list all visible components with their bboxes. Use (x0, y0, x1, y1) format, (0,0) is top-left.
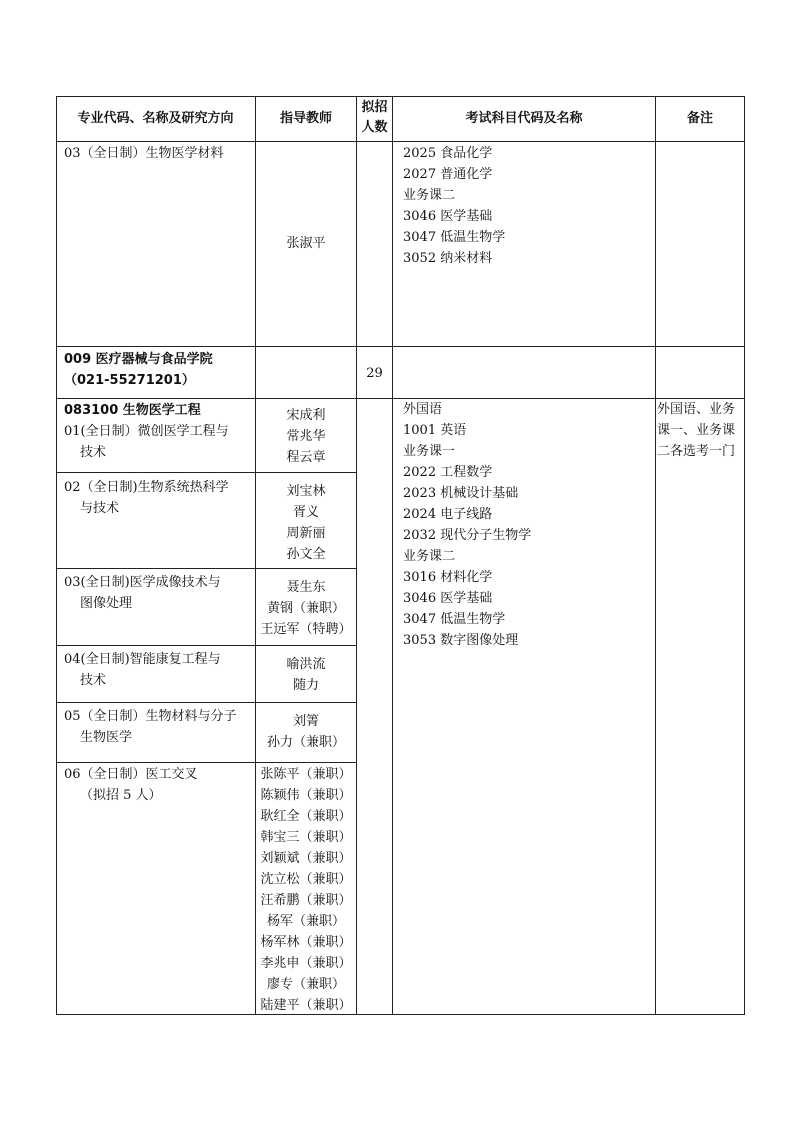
advisor-name: 周新丽 (286, 526, 326, 541)
program-exam-item: 3046 医学基础 (403, 591, 493, 606)
direction-01-advisors (256, 405, 356, 468)
row03-advisor: 张淑平 (286, 236, 326, 251)
header-major: 专业代码、名称及研究方向 (77, 111, 234, 126)
advisor-name: 杨军（兼职） (266, 914, 345, 929)
row03-exam-item: 2027 普通化学 (403, 167, 493, 182)
program-exam-item: 外国语 (403, 402, 443, 417)
school-phone: （021-55271201） (64, 373, 195, 388)
direction-01-line2: 技术 (80, 445, 107, 460)
advisor-name: 陈颖伟（兼职） (260, 788, 352, 803)
direction-03-line2: 图像处理 (80, 596, 133, 611)
advisor-name: 随力 (292, 678, 319, 693)
program-exam-item: 2023 机械设计基础 (403, 486, 519, 501)
advisor-name: 孙文全 (286, 547, 326, 562)
direction-02-advisors (256, 481, 356, 565)
program-exam-item: 业务课一 (403, 444, 456, 459)
header-quota-line2: 人数 (361, 120, 388, 135)
advisor-name: 韩宝三（兼职） (260, 830, 352, 845)
direction-02-line2: 与技术 (80, 501, 120, 516)
direction-05-line2: 生物医学 (80, 730, 133, 745)
program-code-name: 083100 生物医学工程 (64, 403, 201, 418)
note-line: 课一、业务课 (657, 423, 736, 438)
program-exam-item: 3047 低温生物学 (403, 612, 506, 627)
row03-exam-item: 3046 医学基础 (403, 209, 493, 224)
program-exam-item: 2032 现代分子生物学 (403, 528, 532, 543)
advisor-name: 常兆华 (286, 429, 326, 444)
school-name: 009 医疗器械与食品学院 (64, 352, 213, 367)
advisor-name: 胥义 (292, 505, 319, 520)
note-line: 二各选考一门 (657, 444, 736, 459)
program-exam-item: 3016 材料化学 (403, 570, 493, 585)
advisor-name: 廖专（兼职） (266, 977, 345, 992)
direction-04-line1: 04(全日制)智能康复工程与 (64, 652, 221, 667)
advisor-name: 黄钢（兼职） (266, 601, 345, 616)
program-exam-item: 3053 数字图像处理 (403, 633, 519, 648)
header-note: 备注 (686, 111, 713, 126)
row03-major: 03（全日制）生物医学材料 (64, 146, 224, 161)
program-note (657, 399, 735, 462)
direction-05-advisors (256, 711, 356, 753)
header-quota-line1: 拟招 (361, 100, 388, 115)
advisor-name: 李兆申（兼职） (260, 956, 352, 971)
advisor-name: 喻洪流 (286, 657, 326, 672)
row03-exam-item: 2025 食品化学 (403, 146, 493, 161)
advisor-name: 聂生东 (286, 580, 326, 595)
direction-03-advisors (256, 577, 356, 640)
program-exam-item: 业务课二 (403, 549, 456, 564)
row03-exam-item: 3047 低温生物学 (403, 230, 506, 245)
advisor-name: 孙力（兼职） (266, 735, 345, 750)
program-exam-item: 1001 英语 (403, 423, 467, 438)
advisor-name: 刘箐 (292, 714, 319, 729)
program-exam-item: 2022 工程数学 (403, 465, 493, 480)
advisor-name: 杨军林（兼职） (260, 935, 352, 950)
direction-06-advisors (256, 764, 356, 1016)
row03-exam-list (403, 143, 505, 269)
direction-06-line1: 06（全日制）医工交叉 (64, 767, 198, 782)
direction-02-line1: 02（全日制)生物系统热科学 (64, 480, 229, 495)
advisor-name: 陆建平（兼职） (260, 998, 352, 1013)
school-quota: 29 (366, 366, 383, 381)
row03-exam-item: 3052 纳米材料 (403, 251, 493, 266)
advisor-name: 汪希鹏（兼职） (260, 893, 352, 908)
direction-04-line2: 技术 (80, 673, 107, 688)
header-advisor: 指导教师 (279, 111, 332, 126)
direction-01-line1: 01(全日制）微创医学工程与 (64, 424, 229, 439)
program-exam-list (403, 399, 531, 651)
advisor-name: 程云章 (286, 450, 326, 465)
header-exam: 考试科目代码及名称 (465, 111, 583, 126)
advisor-name: 王远军（特聘） (260, 622, 352, 637)
advisor-name: 张陈平（兼职） (260, 767, 352, 782)
row03-exam-item: 业务课二 (403, 188, 456, 203)
advisor-name: 沈立松（兼职） (260, 872, 352, 887)
advisor-name: 刘宝林 (286, 484, 326, 499)
program-exam-item: 2024 电子线路 (403, 507, 493, 522)
direction-03-line1: 03(全日制)医学成像技术与 (64, 575, 221, 590)
direction-04-advisors (256, 654, 356, 696)
advisor-name: 耿红全（兼职） (260, 809, 352, 824)
direction-06-line2: （拟招 5 人） (80, 788, 162, 803)
direction-05-line1: 05（全日制）生物材料与分子 (64, 709, 237, 724)
note-line: 外国语、业务 (657, 402, 736, 417)
advisor-name: 刘颖斌（兼职） (260, 851, 352, 866)
advisor-name: 宋成利 (286, 408, 326, 423)
